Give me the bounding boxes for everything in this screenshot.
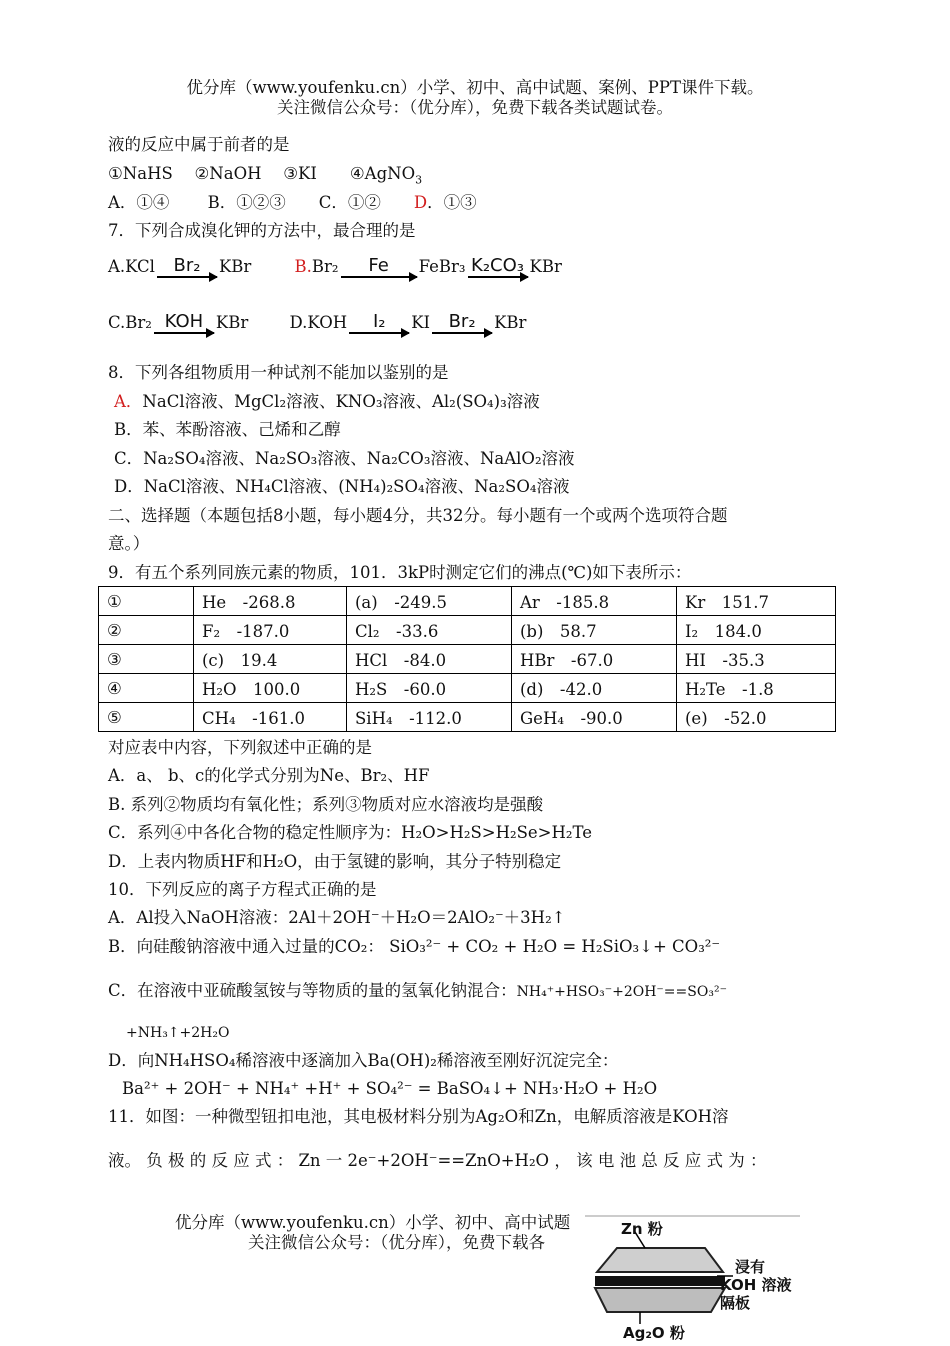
section-2-heading: 二、选择题（本题包括8小题，每小题4分，共32分。每小题有一个或两个选项符合题 <box>108 506 728 525</box>
header-line-1: 优分库（www.youfenku.cn）小学、初中、高中试题、案例、PPT课件下载。 <box>186 78 764 97</box>
q8-option-a: A．NaCl溶液、MgCl₂溶液、KNO₃溶液、Al₂(SO₄)₃溶液 <box>114 392 540 411</box>
button-battery-figure <box>585 1214 805 1342</box>
table-row: ③ (c) 19.4 HCl -84.0 HBr -67.0 HI -35.3 <box>99 645 836 674</box>
header-line-2: 关注微信公众号：（优分库），免费下载各类试题试卷。 <box>277 98 673 117</box>
q9-stem: 9．有五个系列同族元素的物质，101．3kP时测定它们的沸点(℃)如下表所示： <box>108 563 692 582</box>
boiling-point-table <box>98 586 836 732</box>
q6-continuation: 液的反应中属于前者的是 <box>108 135 290 154</box>
section-2-heading-cont: 意。） <box>108 534 150 553</box>
q7-options-ab: A.KCl Br₂ KBr B. Br₂ Fe FeBr₃ K₂CO₃ KBr <box>108 255 562 276</box>
q7-stem: 7．下列合成溴化钾的方法中，最合理的是 <box>108 221 416 240</box>
q11-line-1: 11．如图：一种微型钮扣电池，其电极材料分别为Ag₂O和Zn，电解质溶液是KOH溶 <box>108 1107 729 1126</box>
q10-option-d: D．向NH₄HSO₄稀溶液中逐滴加入Ba(OH)₂稀溶液至刚好沉淀完全： <box>108 1051 619 1070</box>
q8-stem: 8．下列各组物质用一种试剂不能加以鉴别的是 <box>108 363 449 382</box>
q10-option-c: C．在溶液中亚硫酸氢铵与等物质的量的氢氧化钠混合：NH₄⁺+HSO₃⁻+2OH⁻==SO₃²⁻ <box>108 981 727 1000</box>
reaction-arrow: Br₂ <box>432 313 492 334</box>
table-row: ④ H₂O 100.0 H₂S -60.0 (d) -42.0 H₂Te -1.8 <box>99 674 836 703</box>
ag2o-powder-label: Ag₂O 粉 <box>623 1324 685 1342</box>
q9-after: 对应表中内容，下列叙述中正确的是 <box>108 738 372 757</box>
q10-option-a: A．Al投入NaOH溶液：2Al＋2OH⁻＋H₂O＝2AlO₂⁻＋3H₂↑ <box>108 908 566 927</box>
zn-powder-label: Zn 粉 <box>621 1220 663 1238</box>
table-row: ② F₂ -187.0 Cl₂ -33.6 (b) 58.7 I₂ 184.0 <box>99 616 836 645</box>
table-row: ① He -268.8 (a) -249.5 Ar -185.8 Kr 151.7 <box>99 587 836 616</box>
separator-label: 隔板 <box>720 1294 751 1312</box>
q10-stem: 10．下列反应的离子方程式正确的是 <box>108 880 377 899</box>
q6-options: A．①④ B．①②③ C．①② D．①③ <box>108 193 477 212</box>
table-row: ⑤ CH₄ -161.0 SiH₄ -112.0 GeH₄ -90.0 (e) -52.0 <box>99 703 836 732</box>
koh-label: KOH 溶液 <box>720 1276 792 1294</box>
q6-answer-marker: D <box>413 193 428 212</box>
q10-option-c-cont: +NH₃↑+2H₂O <box>126 1025 230 1041</box>
q9-option-b: B. 系列②物质均有氧化性；系列③物质对应水溶液均是强酸 <box>108 795 544 814</box>
q8-option-d: D．NaCl溶液、NH₄Cl溶液、(NH₄)₂SO₄溶液、Na₂SO₄溶液 <box>114 477 570 496</box>
q6-items: ①NaHS ②NaOH ③KI ④AgNO$_3$ <box>108 164 423 187</box>
reaction-arrow: KOH <box>154 313 214 334</box>
reaction-arrow: Fe <box>341 257 417 278</box>
q8-option-b: B．苯、苯酚溶液、己烯和乙醇 <box>114 420 341 439</box>
reaction-arrow: Br₂ <box>157 257 217 278</box>
q10-option-d-eq: Ba²⁺ + 2OH⁻ + NH₄⁺ +H⁺ + SO₄²⁻ = BaSO₄↓+ NH₃·H₂O + H₂O <box>122 1079 658 1098</box>
soaked-label: 浸有 <box>735 1258 766 1276</box>
reaction-arrow: I₂ <box>349 313 409 334</box>
q9-option-d: D．上表内物质HF和H₂O，由于氢键的影响，其分子特别稳定 <box>108 852 562 871</box>
q9-option-a: A．a、 b、c的化学式分别为Ne、Br₂、HF <box>108 766 430 785</box>
q8-option-c: C．Na₂SO₄溶液、Na₂SO₃溶液、Na₂CO₃溶液、NaAlO₂溶液 <box>114 449 575 468</box>
q9-option-c: C．系列④中各化合物的稳定性顺序为：H₂O>H₂S>H₂Se>H₂Te <box>108 823 593 842</box>
q11-line-2: 液。 负 极 的 反 应 式 ： Zn 一 2e⁻+2OH⁻==ZnO+H₂O ， 该 电 池 总 反 应 式 为 ： <box>108 1151 767 1170</box>
q10-option-b: B．向硅酸钠溶液中通入过量的CO₂： SiO₃²⁻ + CO₂ + H₂O = H₂SiO₃↓+ CO₃²⁻ <box>108 937 721 956</box>
footer-line-2: 关注微信公众号：（优分库），免费下载各 <box>248 1233 545 1252</box>
footer-line-1: 优分库（www.youfenku.cn）小学、初中、高中试题 <box>175 1213 571 1232</box>
reaction-arrow: K₂CO₃ <box>468 257 528 278</box>
q7-options-cd: C.Br₂ KOH KBr D.KOH I₂ KI Br₂ KBr <box>108 311 527 332</box>
